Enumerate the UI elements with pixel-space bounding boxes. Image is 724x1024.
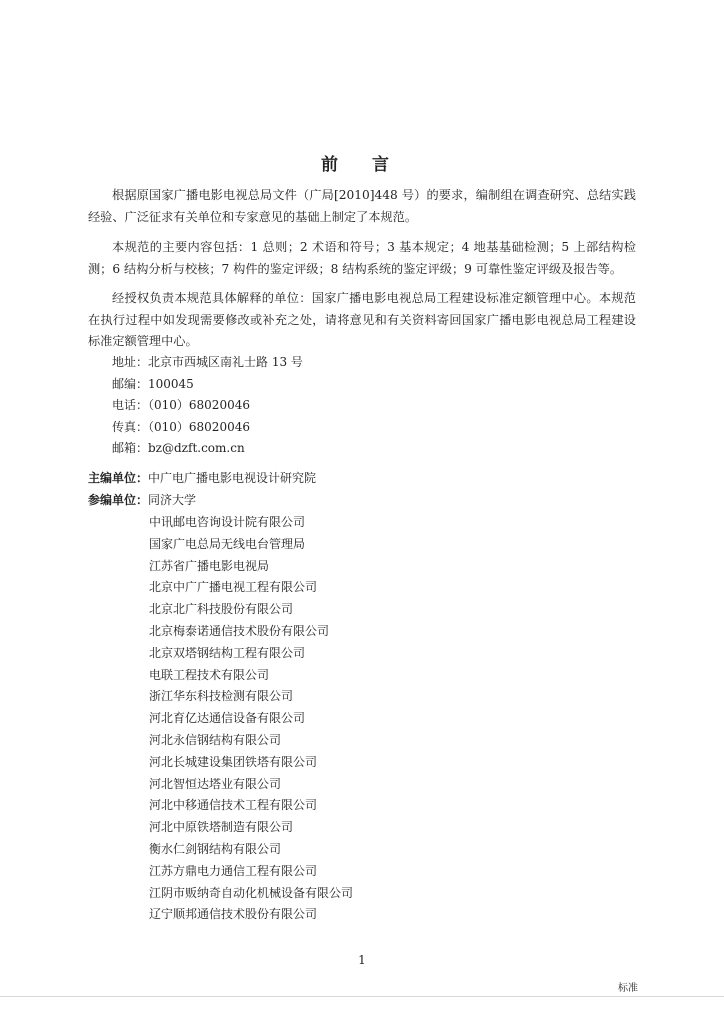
chief-unit-name: 中广电广播电影电视设计研究院 — [148, 471, 317, 485]
list-item: 江阴市贩纳奇自动化机械设备有限公司 — [149, 885, 354, 900]
list-item: 河北育亿达通信设备有限公司 — [149, 711, 306, 726]
list-item: 河北永信钢结构有限公司 — [149, 732, 282, 747]
contact-info — [112, 352, 303, 460]
list-item: 河北长城建设集团铁塔有限公司 — [149, 754, 318, 769]
contact-phone: 电话：（010）68020046 — [112, 398, 250, 413]
participating-units-label: 参编单位： — [88, 493, 149, 507]
contact-address: 地址：北京市西城区南礼士路 13 号 — [112, 355, 303, 369]
preface-paragraph-3: 经授权负责本规范具体解释的单位：国家广播电影电视总局工程建设标准定额管理中心。本规范在执行过程中如发现需要修改或补充之处，请将意见和有关资料寄回国家广播电影电视总局工程建设标准定额管理中心。 — [88, 291, 636, 348]
preface-paragraph-2: 本规范的主要内容包括：1 总则；2 术语和符号；3 基本规定；4 地基基础检测；5 上部结构检测；6 结构分析与校核；7 构件的鉴定评级；8 结构系统的鉴定评级；9 可靠性鉴定评级及报告等。 — [88, 240, 636, 276]
list-item: 中讯邮电咨询设计院有限公司 — [149, 515, 306, 529]
list-item: 河北中移通信技术工程有限公司 — [149, 798, 318, 813]
list-item: 江苏方鼎电力通信工程有限公司 — [149, 863, 318, 878]
chief-unit — [88, 468, 316, 490]
list-item: 河北中原铁塔制造有限公司 — [149, 820, 294, 835]
list-item: 衡水仁剑钢结构有限公司 — [149, 841, 282, 856]
list-item: 河北智恒达塔业有限公司 — [149, 776, 282, 791]
participating-units — [88, 490, 196, 512]
preface-paragraph-1: 根据原国家广播电影电视总局文件（广局[2010]448 号）的要求，编制组在调查研究、总结实践经验、广泛征求有关单位和专家意见的基础上制定了本规范。 — [88, 188, 636, 224]
contact-fax: 传真：（010）68020046 — [112, 419, 250, 434]
list-item: 电联工程技术有限公司 — [149, 667, 270, 682]
list-item: 北京北广科技股份有限公司 — [149, 602, 294, 617]
list-item: 国家广电总局无线电台管理局 — [149, 536, 306, 551]
page-title: 前 言 — [321, 155, 403, 175]
list-item: 辽宁顺邦通信技术股份有限公司 — [149, 907, 318, 922]
participating-unit-first: 同济大学 — [148, 493, 197, 507]
list-item: 浙江华东科技检测有限公司 — [149, 689, 294, 704]
chief-unit-label: 主编单位： — [88, 471, 149, 485]
participating-unit-list — [149, 512, 353, 926]
list-item: 北京中广广播电视工程有限公司 — [149, 580, 318, 595]
contact-email: 邮箱：bz@dzft.com.cn — [112, 441, 245, 456]
list-item: 北京梅泰诺通信技术股份有限公司 — [149, 623, 330, 638]
bottom-divider — [0, 996, 724, 997]
footer-tag: 标准 — [618, 983, 638, 994]
page-number: 1 — [358, 953, 366, 967]
list-item: 北京双塔钢结构工程有限公司 — [149, 645, 306, 660]
list-item: 江苏省广播电影电视局 — [149, 558, 270, 573]
contact-postcode: 邮编：100045 — [112, 376, 194, 391]
